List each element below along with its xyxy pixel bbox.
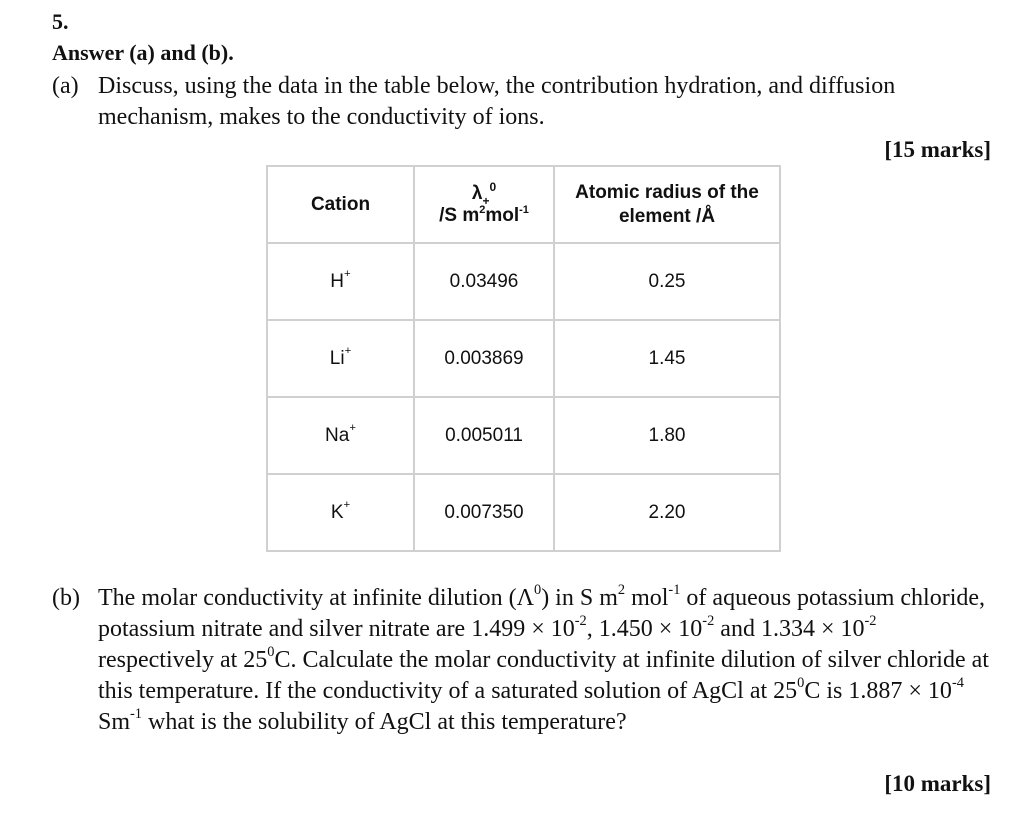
cell-cation: H+ <box>267 243 414 320</box>
question-heading: Answer (a) and (b). <box>52 40 234 65</box>
table-row <box>267 397 780 474</box>
question-number: 5. <box>52 9 69 34</box>
lambda-unit: /S $m^2mol^{-1}$ <box>439 203 529 226</box>
part-b-marks: [10 marks] <box>884 771 991 796</box>
header-lambda <box>414 166 554 243</box>
cell-lambda: 0.005011 <box>414 397 554 474</box>
part-a-text: Discuss, using the data in the table below, the contribution hydration, and diffusion mechanism, makes to the conductivity of ions. <box>98 73 896 130</box>
header-cation: Cation <box>267 166 414 243</box>
lambda-symbol: $\lambda_+^0$ <box>471 179 497 208</box>
cell-radius: 2.20 <box>554 474 780 551</box>
cell-radius: 0.25 <box>554 243 780 320</box>
part-a <box>52 71 992 133</box>
cell-lambda: 0.003869 <box>414 320 554 397</box>
cell-cation: Li+ <box>267 320 414 397</box>
part-a-label: (a) <box>52 73 79 99</box>
part-a-marks: [15 marks] <box>884 137 991 162</box>
table-header-row <box>267 166 780 243</box>
part-b-text: The molar conductivity at infinite dilution $(\Lambda^0)$ in S $m^2$ mol$^{-1}$ of aqueous potassium chloride, potassium nitrate and silver nitrate are $1.499 \times 10^{-2}$, $1.450 \times 10^{-2}$ and $1.334 \times 10^{-2}$ respectively at $25^0C$. Calculate the molar conductivity at infinite dilution of silver chloride at this temperature. If the conductivity of a saturated solution of AgCl at $25^0C$ is $1.887 \times 10^{-4}$ $Sm^{-1}$ what is the solubility of AgCl at this temperature? <box>98 582 989 735</box>
table-row <box>267 320 780 397</box>
cell-cation: Na+ <box>267 397 414 474</box>
cell-cation: K+ <box>267 474 414 551</box>
cell-radius: 1.80 <box>554 397 780 474</box>
cell-lambda: 0.03496 <box>414 243 554 320</box>
cell-radius: 1.45 <box>554 320 780 397</box>
cation-conductivity-table <box>266 165 781 552</box>
part-b <box>52 583 992 738</box>
cell-lambda: 0.007350 <box>414 474 554 551</box>
table-row <box>267 474 780 551</box>
part-b-label: (b) <box>52 585 80 611</box>
header-atomic-radius: Atomic radius of the element /Å <box>554 166 780 243</box>
table-row <box>267 243 780 320</box>
